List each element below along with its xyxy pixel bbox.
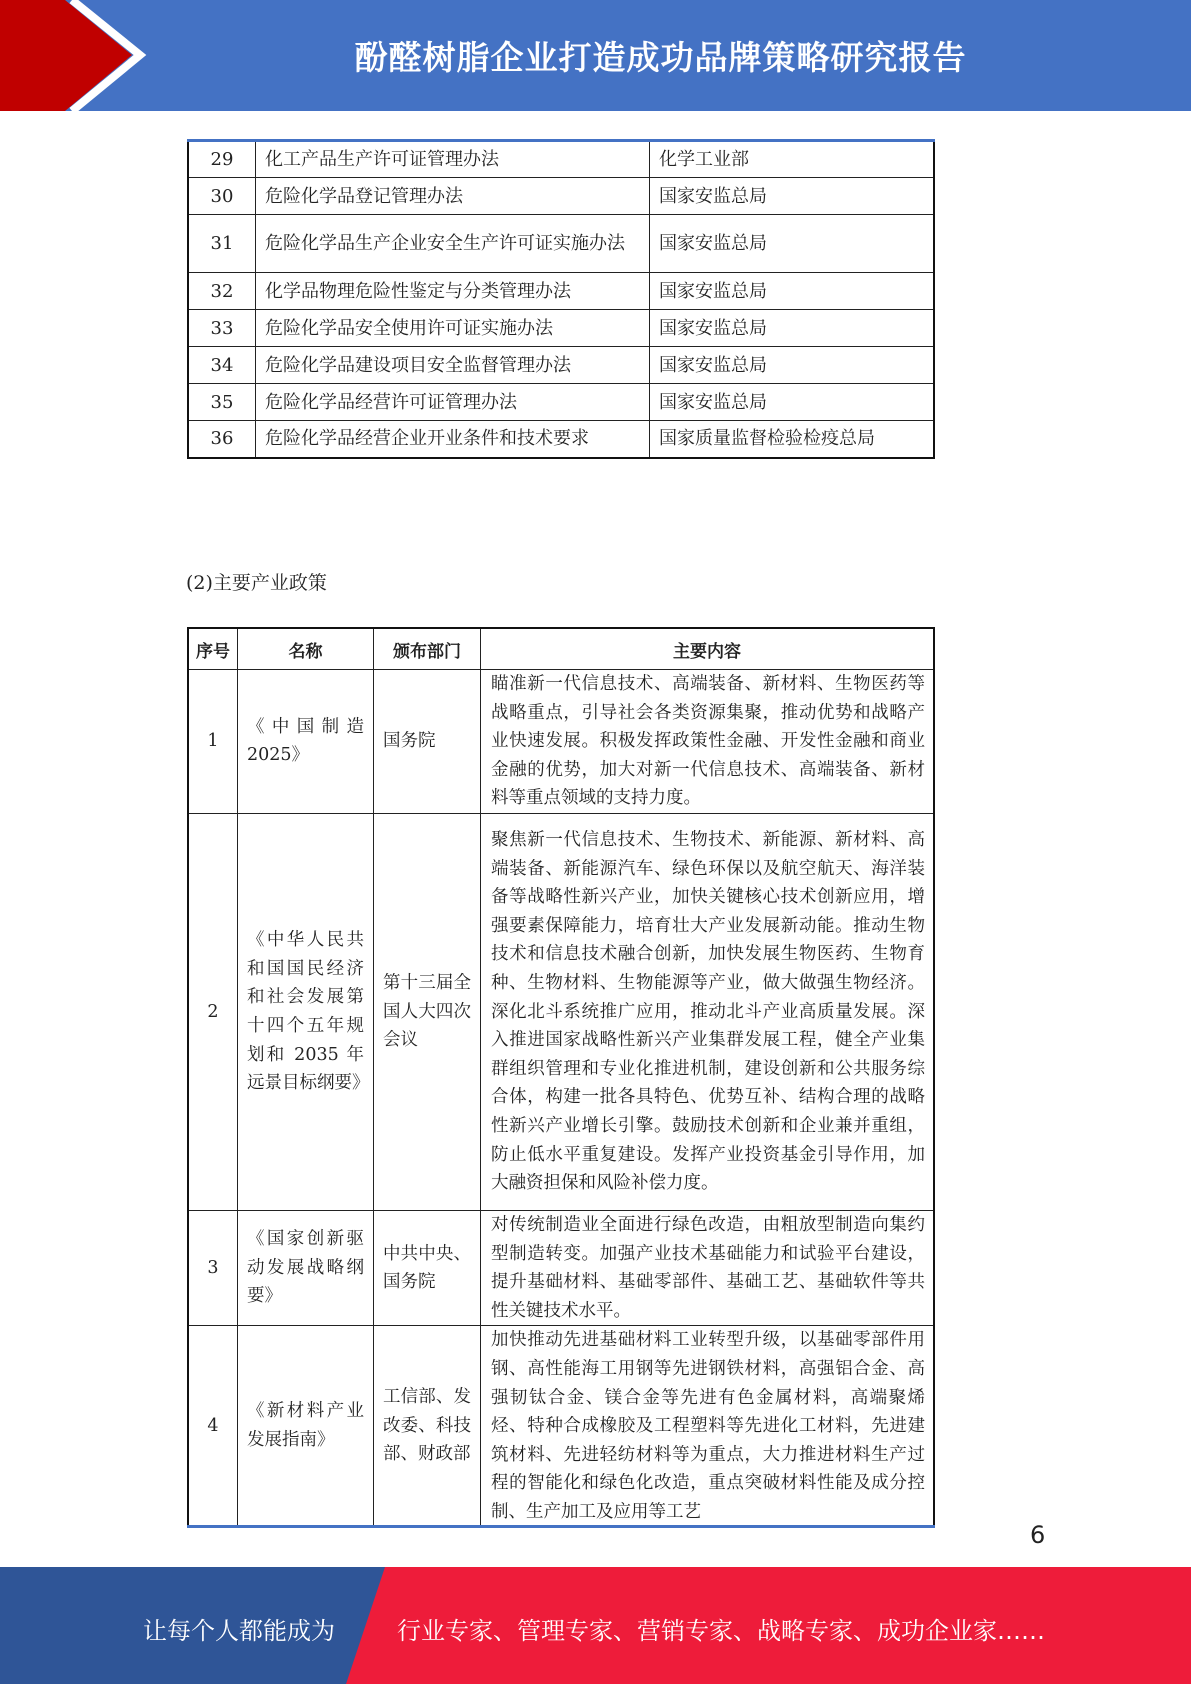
header-arrow-decoration	[0, 0, 160, 111]
policy-content-clip: 加快推动先进基础材料工业转型升级，以基础零部件用钢、高性能海工用钢等先进钢铁材料，高强铝合金、高强韧钛合金、镁合金等先进有色金属材料，高端聚烯烃、特种合成橡胶及工程塑料等先进化工材料，先进建筑材料、先进轻纺材料等为重点，大力推进材料生产过程的智能化和绿色化改造，重点突破材料性能及成分控制、生产加工及应用等工艺	[491, 1330, 925, 1522]
table-row	[188, 813, 934, 1210]
policy-department: 第十三届全国人大四次会议	[374, 813, 481, 1210]
regulation-department: 国家安监总局	[650, 347, 935, 384]
policy-table	[187, 627, 935, 1528]
policy-number: 2	[188, 813, 238, 1210]
regulations-table	[187, 139, 935, 459]
header-dept: 颁布部门	[374, 628, 481, 670]
table-header-row	[188, 628, 934, 670]
table-row	[188, 310, 934, 347]
regulation-number: 29	[188, 141, 256, 178]
report-title: 酚醛树脂企业打造成功品牌策略研究报告	[354, 38, 967, 77]
regulation-name: 危险化学品经营企业开业条件和技术要求	[256, 421, 650, 458]
regulation-name: 危险化学品生产企业安全生产许可证实施办法	[256, 215, 650, 273]
table-row	[188, 421, 934, 458]
regulation-name: 危险化学品经营许可证管理办法	[256, 384, 650, 421]
policy-content: 聚焦新一代信息技术、生物技术、新能源、新材料、高端装备、新能源汽车、绿色环保以及航空航天、海洋装备等战略性新兴产业，加快关键核心技术创新应用，增强要素保障能力，培育壮大产业发展新动能。推动生物技术和信息技术融合创新，加快发展生物医药、生物育种、生物材料、生物能源等产业，做大做强生物经济。深化北斗系统推广应用，推动北斗产业高质量发展。深入推进国家战略性新兴产业集群发展工程，健全产业集群组织管理和专业化推进机制，建设创新和公共服务综合体，构建一批各具特色、优势互补、结构合理的战略性新兴产业增长引擎。鼓励技术创新和企业兼并重组，防止低水平重复建设。发挥产业投资基金引导作用，加大融资担保和风险补偿力度。	[481, 813, 935, 1210]
policy-name: 《国家创新驱动发展战略纲要》	[238, 1210, 374, 1325]
page-number: 6	[1030, 1521, 1046, 1549]
policy-number: 4	[188, 1326, 238, 1527]
table-row	[188, 141, 934, 178]
footer-slogan-right: 行业专家、管理专家、营销专家、战略专家、成功企业家……	[397, 1617, 1045, 1645]
regulation-number: 35	[188, 384, 256, 421]
regulation-name: 化工产品生产许可证管理办法	[256, 141, 650, 178]
header-no: 序号	[188, 628, 238, 670]
policy-content: 瞄准新一代信息技术、高端装备、新材料、生物医药等战略重点，引导社会各类资源集聚，推动优势和战略产业快速发展。积极发挥政策性金融、开发性金融和商业金融的优势，加大对新一代信息技术、高端装备、新材料等重点领域的支持力度。	[481, 670, 935, 814]
table-row	[188, 1210, 934, 1325]
table-row	[188, 384, 934, 421]
policy-name: 《中国制造2025》	[238, 670, 374, 814]
policy-number: 1	[188, 670, 238, 814]
section-label: (2)主要产业政策	[186, 572, 327, 594]
footer-slogan-left: 让每个人都能成为	[143, 1617, 335, 1645]
regulation-number: 32	[188, 273, 256, 310]
policy-content: 对传统制造业全面进行绿色改造，由粗放型制造向集约型制造转变。加强产业技术基础能力和试验平台建设，提升基础材料、基础零部件、基础工艺、基础软件等共性关键技术水平。	[481, 1210, 935, 1325]
table-row	[188, 1326, 934, 1527]
regulation-number: 36	[188, 421, 256, 458]
regulation-department: 国家安监总局	[650, 310, 935, 347]
header-banner	[0, 0, 1191, 111]
policy-name: 《中华人民共和国国民经济和社会发展第十四个五年规划和 2035 年远景目标纲要》	[238, 813, 374, 1210]
header-name: 名称	[238, 628, 374, 670]
regulation-department: 国家安监总局	[650, 384, 935, 421]
regulation-department: 国家安监总局	[650, 273, 935, 310]
regulation-name: 危险化学品登记管理办法	[256, 178, 650, 215]
policy-department: 中共中央、国务院	[374, 1210, 481, 1325]
regulation-department: 国家质量监督检验检疫总局	[650, 421, 935, 458]
policy-department: 工信部、发改委、科技部、财政部	[374, 1326, 481, 1527]
regulation-number: 33	[188, 310, 256, 347]
table-row	[188, 273, 934, 310]
table-row	[188, 215, 934, 273]
regulation-name: 危险化学品建设项目安全监督管理办法	[256, 347, 650, 384]
table-row	[188, 347, 934, 384]
footer-banner	[0, 1567, 1191, 1684]
header-content: 主要内容	[481, 628, 935, 670]
policy-number: 3	[188, 1210, 238, 1325]
regulation-department: 化学工业部	[650, 141, 935, 178]
regulation-number: 30	[188, 178, 256, 215]
regulation-number: 34	[188, 347, 256, 384]
policy-department: 国务院	[374, 670, 481, 814]
policy-name: 《新材料产业发展指南》	[238, 1326, 374, 1527]
regulation-number: 31	[188, 215, 256, 273]
regulation-department: 国家安监总局	[650, 178, 935, 215]
regulation-department: 国家安监总局	[650, 215, 935, 273]
policy-content	[481, 1326, 935, 1527]
table-row	[188, 670, 934, 814]
regulation-name: 危险化学品安全使用许可证实施办法	[256, 310, 650, 347]
table-row	[188, 178, 934, 215]
regulation-name: 化学品物理危险性鉴定与分类管理办法	[256, 273, 650, 310]
